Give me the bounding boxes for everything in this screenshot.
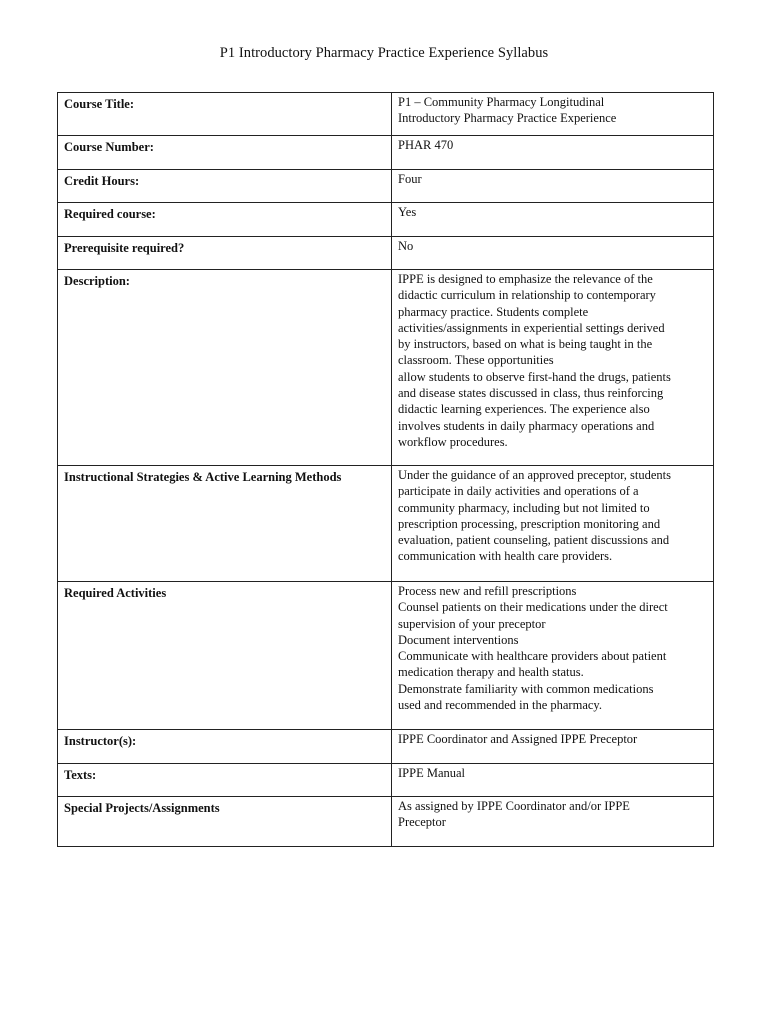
value-line: allow students to observe first-hand the drugs, patients bbox=[398, 369, 671, 384]
value-instructional-strategies bbox=[392, 466, 714, 582]
value-line: Under the guidance of an approved preceptor, students bbox=[398, 468, 672, 482]
value-line: Yes bbox=[398, 205, 417, 219]
value-line: supervision of your preceptor bbox=[398, 616, 546, 631]
label-course-title: Course Title: bbox=[58, 93, 392, 136]
value-line: workflow procedures. bbox=[398, 434, 508, 449]
row-credit-hours bbox=[58, 170, 714, 203]
value-line: involves students in daily pharmacy operations and bbox=[398, 418, 655, 433]
value-line: evaluation, patient counseling, patient discussions and bbox=[398, 533, 670, 548]
value-line: Demonstrate familiarity with common medications bbox=[398, 681, 654, 696]
value-line: IPPE Manual bbox=[398, 766, 466, 780]
value-line: activities/assignments in experiential settings derived bbox=[398, 320, 665, 335]
label-texts: Texts: bbox=[58, 764, 392, 797]
value-line: used and recommended in the pharmacy. bbox=[398, 698, 602, 713]
value-line: As assigned by IPPE Coordinator and/or IPPE bbox=[398, 799, 630, 813]
row-texts bbox=[58, 764, 714, 797]
label-prerequisite: Prerequisite required? bbox=[58, 237, 392, 270]
label-course-number: Course Number: bbox=[58, 136, 392, 170]
value-course-title bbox=[392, 93, 714, 136]
value-line: P1 – Community Pharmacy Longitudinal bbox=[398, 95, 605, 109]
value-line: Four bbox=[398, 172, 422, 186]
value-texts bbox=[392, 764, 714, 797]
value-line: community pharmacy, including but not limited to bbox=[398, 500, 650, 515]
value-line: Document interventions bbox=[398, 632, 519, 647]
label-credit-hours: Credit Hours: bbox=[58, 170, 392, 203]
value-line: Communicate with healthcare providers about patient bbox=[398, 649, 667, 664]
value-instructors bbox=[392, 730, 714, 764]
value-required-activities bbox=[392, 582, 714, 730]
label-instructional-strategies: Instructional Strategies & Active Learning Methods bbox=[58, 466, 392, 582]
value-line: IPPE is designed to emphasize the relevance of the bbox=[398, 272, 653, 286]
row-description bbox=[58, 270, 714, 466]
value-line: didactic learning experiences. The experience also bbox=[398, 402, 650, 417]
value-special-projects bbox=[392, 797, 714, 847]
value-line: by instructors, based on what is being taught in the bbox=[398, 337, 653, 352]
value-required-course bbox=[392, 203, 714, 237]
value-line: participate in daily activities and operations of a bbox=[398, 484, 639, 499]
value-line: IPPE Coordinator and Assigned IPPE Preceptor bbox=[398, 732, 638, 746]
value-prerequisite bbox=[392, 237, 714, 270]
value-line: medication therapy and health status. bbox=[398, 665, 584, 680]
label-description: Description: bbox=[58, 270, 392, 466]
row-special-projects bbox=[58, 797, 714, 847]
value-line: No bbox=[398, 239, 414, 253]
row-prerequisite bbox=[58, 237, 714, 270]
label-instructors: Instructor(s): bbox=[58, 730, 392, 764]
value-line: Introductory Pharmacy Practice Experience bbox=[398, 111, 617, 126]
page-title: P1 Introductory Pharmacy Practice Experience Syllabus bbox=[219, 45, 549, 61]
value-line: PHAR 470 bbox=[398, 138, 454, 152]
label-required-course: Required course: bbox=[58, 203, 392, 237]
value-line: Process new and refill prescriptions bbox=[398, 584, 577, 598]
value-line: Preceptor bbox=[398, 815, 446, 830]
row-instructors bbox=[58, 730, 714, 764]
value-line: classroom. These opportunities bbox=[398, 353, 554, 368]
value-line: prescription processing, prescription monitoring and bbox=[398, 516, 661, 531]
value-line: didactic curriculum in relationship to contemporary bbox=[398, 288, 656, 303]
syllabus-table bbox=[57, 92, 714, 847]
value-description bbox=[392, 270, 714, 466]
row-course-number bbox=[58, 136, 714, 170]
value-line: pharmacy practice. Students complete bbox=[398, 304, 589, 319]
value-line: communication with health care providers. bbox=[398, 549, 613, 564]
value-credit-hours bbox=[392, 170, 714, 203]
row-required-activities bbox=[58, 582, 714, 730]
row-required-course bbox=[58, 203, 714, 237]
value-line: Counsel patients on their medications under the direct bbox=[398, 600, 668, 615]
label-required-activities: Required Activities bbox=[58, 582, 392, 730]
value-course-number bbox=[392, 136, 714, 170]
row-instructional-strategies bbox=[58, 466, 714, 582]
value-line: and disease states discussed in class, thus reinforcing bbox=[398, 386, 664, 401]
label-special-projects: Special Projects/Assignments bbox=[58, 797, 392, 847]
row-course-title bbox=[58, 93, 714, 136]
